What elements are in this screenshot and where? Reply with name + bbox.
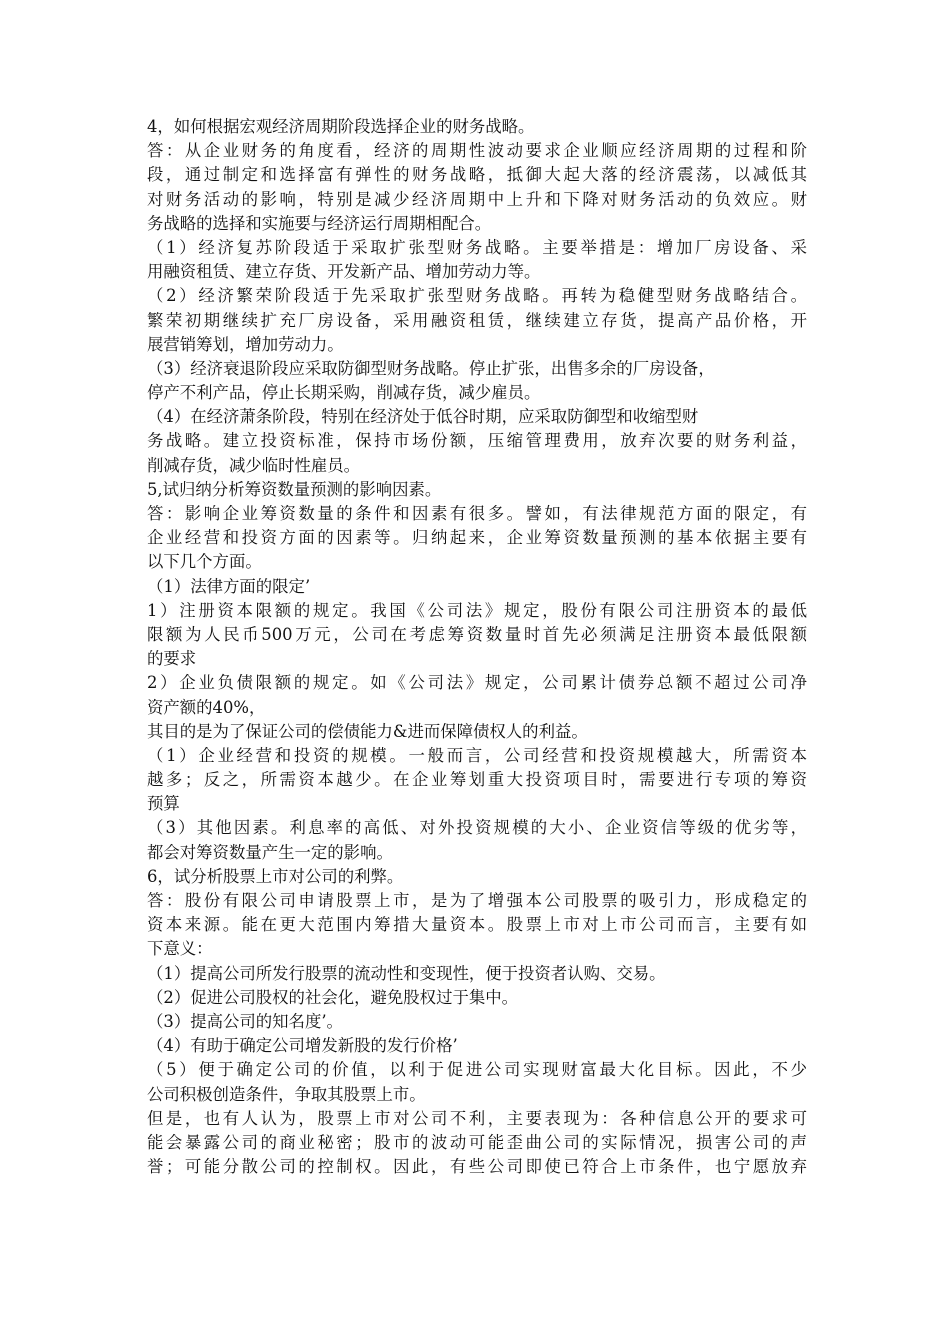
paragraph-line: （4）有助于确定公司增发新股的发行价格’ <box>147 1036 458 1056</box>
paragraph-line: 的要求 <box>147 649 197 669</box>
paragraph-line: 公司积极创造条件，争取其股票上市。 <box>147 1084 426 1104</box>
paragraph-line: 展营销筹划，增加劳动力。 <box>147 334 344 354</box>
paragraph-line: 誉；可能分散公司的控制权。因此，有些公司即使已符合上市条件，也宁愿放弃 <box>147 1157 807 1177</box>
paragraph-line: 务战略。建立投资标准，保持市场份额，压缩管理费用，放弃次要的财务利益， <box>147 431 807 451</box>
paragraph-line: 答：影响企业筹资数量的条件和因素有很多。譬如，有法律规范方面的限定，有 <box>147 504 807 523</box>
paragraph-line: 停产不利产品，停止长期采购，削减存货，减少雇员。 <box>147 383 541 403</box>
paragraph-line: 越多；反之，所需资本越少。在企业筹划重大投资项目时，需要进行专项的筹资 <box>147 770 807 790</box>
paragraph-line: 但是，也有人认为，股票上市对公司不利，主要表现为：各种信息公开的要求可 <box>147 1108 807 1128</box>
paragraph-line: 限额为人民币500万元，公司在考虑筹资数量时首先必须满足注册资本最低限额 <box>147 624 807 644</box>
document-body <box>147 115 807 1179</box>
paragraph-line: 繁荣初期继续扩充厂房设备，采用融资租赁，继续建立存货，提高产品价格，开 <box>147 310 807 330</box>
paragraph-line: 务战略的选择和实施要与经济运行周期相配合。 <box>147 213 492 233</box>
question-4-heading: 4，如何根据宏观经济周期阶段选择企业的财务战略。 <box>147 117 535 136</box>
paragraph-line: 其目的是为了保证公司的偿债能力&进而保障债权人的利益。 <box>147 721 588 741</box>
paragraph-line: 1）注册资本限额的规定。我国《公司法》规定，股份有限公司注册资本的最低 <box>147 600 807 620</box>
paragraph-line: （3）其他因素。利息率的高低、对外投资规模的大小、企业资信等级的优劣等， <box>147 818 807 838</box>
paragraph-line: （5）便于确定公司的价值，以利于促进公司实现财富最大化目标。因此，不少 <box>147 1060 807 1080</box>
paragraph-line: （1）提高公司所发行股票的流动性和变现性，便于投资者认购、交易。 <box>147 963 666 983</box>
question-5-heading: 5,试归纳分析筹资数量预测的影响因素。 <box>147 479 442 499</box>
question-6-heading: 6，试分析股票上市对公司的利弊。 <box>147 866 404 886</box>
paragraph-line: 削减存货，减少临时性雇员。 <box>147 455 361 475</box>
paragraph-line: （2）促进公司股权的社会化，避免股权过于集中。 <box>147 987 519 1007</box>
paragraph-line: 都会对筹资数量产生一定的影响。 <box>147 842 393 862</box>
paragraph-line: 答：股份有限公司申请股票上市，是为了增强本公司股票的吸引力，形成稳定的 <box>147 891 807 910</box>
paragraph-line: （3）提高公司的知名度’。 <box>147 1011 343 1031</box>
paragraph-line: （1）经济复苏阶段适于采取扩张型财务战略。主要举措是：增加厂房设备、采 <box>147 237 807 257</box>
paragraph-line: 下意义： <box>147 939 213 959</box>
paragraph-line: （1）企业经营和投资的规模。一般而言，公司经营和投资规模越大，所需资本 <box>147 745 807 765</box>
paragraph-line: 答：从企业财务的角度看，经济的周期性波动要求企业顺应经济周期的过程和阶 <box>147 141 807 161</box>
paragraph-line: 对财务活动的影响，特别是减少经济周期中上升和下降对财务活动的负效应。财 <box>147 189 807 209</box>
paragraph-line: （3）经济衰退阶段应采取防御型财务战略。停止扩张，出售多余的厂房设备， <box>147 358 715 378</box>
paragraph-line: （4）在经济萧条阶段，特别在经济处于低谷时期，应采取防御型和收缩型财 <box>147 407 699 427</box>
paragraph-line: （2）经济繁荣阶段适于先采取扩张型财务战略。再转为稳健型财务战略结合。 <box>147 286 807 306</box>
paragraph-line: 段，通过制定和选择富有弹性的财务战略，抵御大起大落的经济震荡，以减低其 <box>147 165 807 185</box>
paragraph-line: （1）法律方面的限定’ <box>147 576 311 596</box>
paragraph-line: 以下几个方面。 <box>147 552 262 572</box>
paragraph-line: 资本来源。能在更大范围内筹措大量资本。股票上市对上市公司而言，主要有如 <box>147 915 807 935</box>
paragraph-line: 2）企业负债限额的规定。如《公司法》规定，公司累计债券总额不超过公司净 <box>147 673 807 693</box>
paragraph-line: 资产额的40%， <box>147 697 266 717</box>
paragraph-line: 企业经营和投资方面的因素等。归纳起来，企业筹资数量预测的基本依据主要有 <box>147 528 807 548</box>
paragraph-line: 用融资租赁、建立存货、开发新产品、增加劳动力等。 <box>147 262 541 282</box>
paragraph-line: 预算 <box>147 794 180 814</box>
paragraph-line: 能会暴露公司的商业秘密；股市的波动可能歪曲公司的实际情况，损害公司的声 <box>147 1132 807 1152</box>
